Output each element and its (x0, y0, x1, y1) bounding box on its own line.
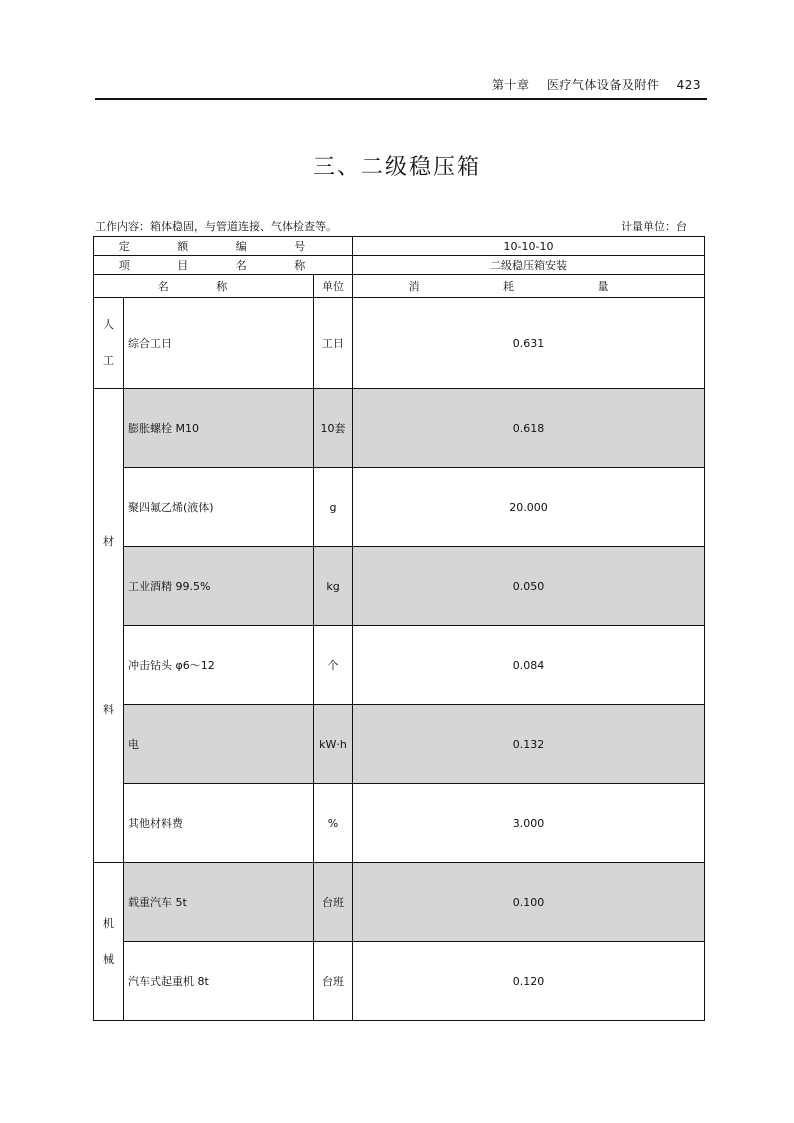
item-name: 二级稳压箱安装 (353, 256, 705, 275)
item-name-cell: 聚四氟乙烯(液体) (124, 468, 314, 547)
item-value-cell: 0.050 (353, 547, 705, 626)
item-unit-cell: 台班 (314, 863, 353, 942)
item-name-cell: 其他材料费 (124, 784, 314, 863)
item-unit-cell: 10套 (314, 389, 353, 468)
item-value-cell: 0.084 (353, 626, 705, 705)
quota-code-row (94, 237, 705, 256)
table-row (94, 626, 705, 705)
item-value-cell: 0.631 (353, 298, 705, 389)
item-name-row (94, 256, 705, 275)
column-header-row (94, 275, 705, 298)
table-row (94, 863, 705, 942)
item-unit-cell: 个 (314, 626, 353, 705)
item-name-cell: 载重汽车 5t (124, 863, 314, 942)
quota-code-label: 定 额 编 号 (94, 237, 353, 256)
item-name-cell: 综合工日 (124, 298, 314, 389)
item-name-cell: 膨胀螺栓 M10 (124, 389, 314, 468)
item-name-cell: 汽车式起重机 8t (124, 942, 314, 1021)
page-title: 三、二级稳压箱 (312, 155, 481, 180)
table-row (94, 942, 705, 1021)
category-machinery: 机 械 (94, 863, 124, 1021)
header-text (492, 76, 701, 93)
page-number: 423 (676, 78, 701, 92)
item-name-label: 项 目 名 称 (94, 256, 353, 275)
item-unit-cell: % (314, 784, 353, 863)
category-labor: 人 工 (94, 298, 124, 389)
item-value-cell: 0.100 (353, 863, 705, 942)
item-value-cell: 3.000 (353, 784, 705, 863)
item-name-cell: 工业酒精 99.5% (124, 547, 314, 626)
item-unit-cell: kW·h (314, 705, 353, 784)
item-value-cell: 0.120 (353, 942, 705, 1021)
section-label: 医疗气体设备及附件 (546, 78, 660, 92)
item-unit-cell: 台班 (314, 942, 353, 1021)
item-value-cell: 0.132 (353, 705, 705, 784)
col-unit-header: 单位 (314, 275, 353, 298)
table-row (94, 547, 705, 626)
item-name-cell: 冲击钻头 φ6～12 (124, 626, 314, 705)
work-content: 工作内容：箱体稳固，与管道连接、气体检查等。 (95, 220, 337, 233)
quota-code: 10-10-10 (353, 237, 705, 256)
table-row (94, 705, 705, 784)
running-header (95, 74, 707, 100)
item-value-cell: 20.000 (353, 468, 705, 547)
chapter-label: 第十章 (492, 78, 530, 92)
table-row (94, 298, 705, 389)
item-unit-cell: g (314, 468, 353, 547)
item-name-cell: 电 (124, 705, 314, 784)
item-value-cell: 0.618 (353, 389, 705, 468)
measure-unit: 计量单位：台 (621, 220, 687, 233)
work-info-line (95, 218, 687, 234)
header-rule (95, 98, 707, 100)
item-unit-cell: kg (314, 547, 353, 626)
col-consumption-header: 消 耗 量 (353, 275, 705, 298)
table-row (94, 784, 705, 863)
table-row (94, 468, 705, 547)
table-row (94, 389, 705, 468)
category-materials: 材 料 (94, 389, 124, 863)
item-unit-cell: 工日 (314, 298, 353, 389)
quota-table (93, 236, 705, 1021)
col-name-header: 名 称 (94, 275, 314, 298)
